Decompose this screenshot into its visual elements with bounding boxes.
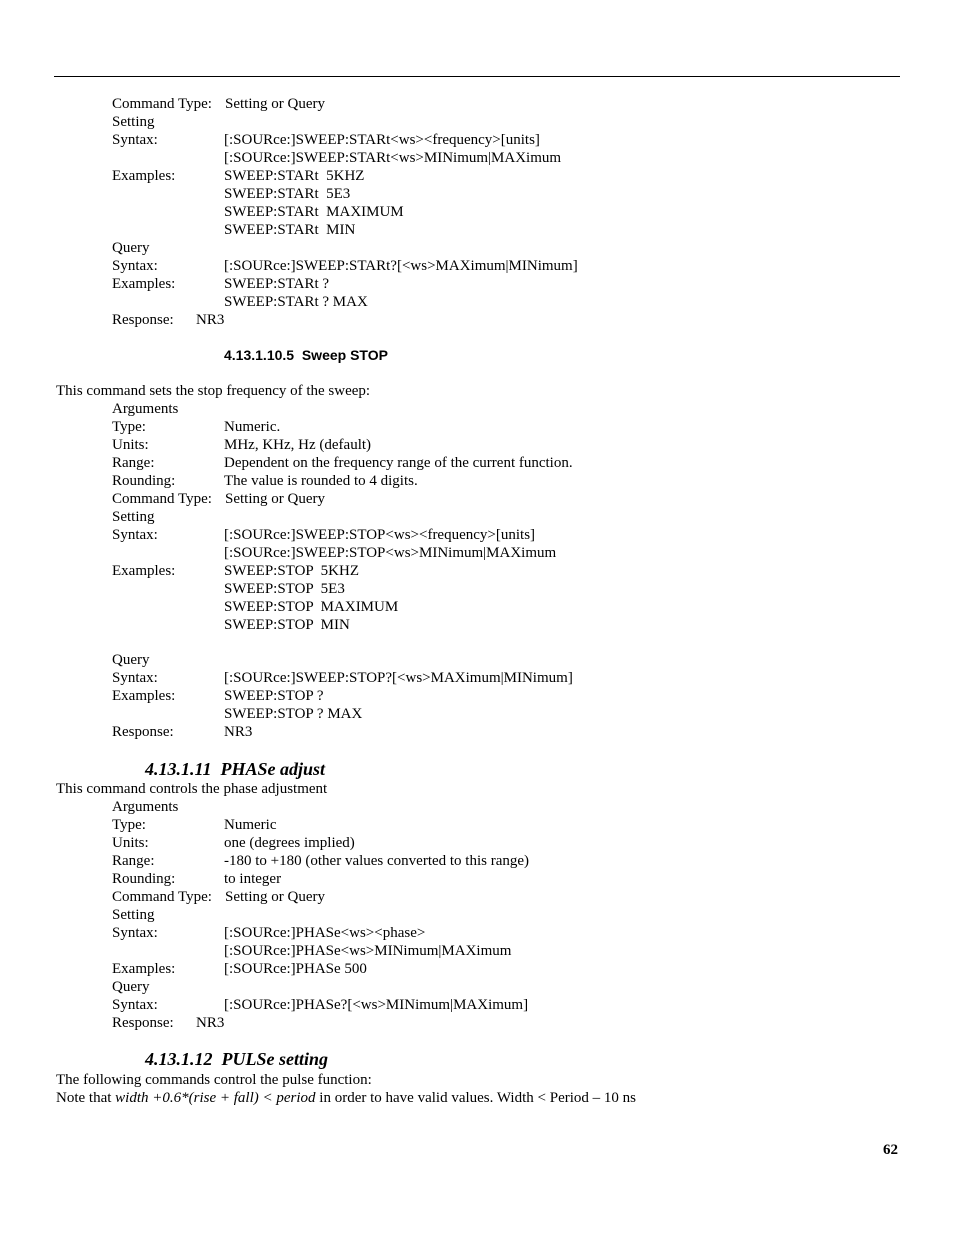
query-example-line: SWEEP:STARt ? MAX [224, 294, 368, 310]
range-value: Dependent on the frequency range of the current function. [224, 455, 573, 471]
response-value: NR3 [196, 312, 225, 328]
example-line: SWEEP:STARt MIN [224, 222, 356, 238]
example-line: SWEEP:STARt 5E3 [224, 186, 351, 202]
syntax-line: [:SOURce:]SWEEP:STOP<ws><frequency>[units] [224, 527, 536, 543]
example-line: SWEEP:STOP MIN [224, 617, 350, 633]
syntax-label: Syntax: [112, 258, 158, 274]
query-syntax-line: [:SOURce:]SWEEP:STARt?[<ws>MAXimum|MINimum] [224, 258, 578, 274]
syntax-line: [:SOURce:]SWEEP:STOP<ws>MINimum|MAXimum [224, 545, 557, 561]
header-rule [54, 76, 900, 77]
command-type-value: Setting or Query [225, 491, 325, 507]
rounding-value: The value is rounded to 4 digits. [224, 473, 418, 489]
type-label: Type: [112, 419, 146, 435]
rounding-label: Rounding: [112, 473, 176, 489]
command-type-label: Command Type: [112, 491, 212, 507]
command-type-value: Setting or Query [225, 96, 325, 112]
syntax-label: Syntax: [112, 925, 158, 941]
example-line: SWEEP:STOP 5KHZ [224, 563, 360, 579]
type-label: Type: [112, 817, 146, 833]
example-line: SWEEP:STOP MAXIMUM [224, 599, 399, 615]
section-intro: This command sets the stop frequency of the sweep: [56, 383, 371, 399]
section-intro: This command controls the phase adjustment [56, 781, 328, 797]
pulse-note [56, 1089, 636, 1107]
syntax-line: [:SOURce:]SWEEP:STARt<ws>MINimum|MAXimum [224, 150, 562, 166]
rounding-value: to integer [224, 871, 282, 887]
note-formula: width +0.6*(rise + fall) < period [115, 1090, 316, 1106]
syntax-label: Syntax: [112, 997, 158, 1013]
section-intro: The following commands control the pulse function: [56, 1072, 372, 1088]
range-label: Range: [112, 455, 155, 471]
example-line: SWEEP:STARt 5KHZ [224, 168, 365, 184]
response-label: Response: [112, 724, 174, 740]
query-example-line: SWEEP:STARt ? [224, 276, 330, 292]
type-value: Numeric. [224, 419, 281, 435]
query-label: Query [112, 652, 150, 668]
examples-label: Examples: [112, 961, 176, 977]
syntax-line: [:SOURce:]PHASe<ws>MINimum|MAXimum [224, 943, 512, 959]
response-label: Response: [112, 312, 174, 328]
syntax-label: Syntax: [112, 132, 158, 148]
section-heading-sweep-stop: 4.13.1.10.5 Sweep STOP [224, 347, 388, 363]
section-heading-pulse-setting: 4.13.1.12 PULSe setting [145, 1049, 328, 1069]
setting-label: Setting [112, 509, 155, 525]
setting-label: Setting [112, 907, 155, 923]
syntax-label: Syntax: [112, 527, 158, 543]
response-value: NR3 [224, 724, 253, 740]
syntax-line: [:SOURce:]SWEEP:STARt<ws><frequency>[units] [224, 132, 540, 148]
query-syntax-line: [:SOURce:]SWEEP:STOP?[<ws>MAXimum|MINimum] [224, 670, 573, 686]
units-label: Units: [112, 437, 149, 453]
arguments-label: Arguments [112, 401, 179, 417]
query-label: Query [112, 979, 150, 995]
units-value: MHz, KHz, Hz (default) [224, 437, 372, 453]
range-label: Range: [112, 853, 155, 869]
example-line: [:SOURce:]PHASe 500 [224, 961, 367, 977]
examples-label: Examples: [112, 276, 176, 292]
command-type-label: Command Type: [112, 96, 212, 112]
setting-label: Setting [112, 114, 155, 130]
response-label: Response: [112, 1015, 174, 1031]
example-line: SWEEP:STOP 5E3 [224, 581, 345, 597]
query-example-line: SWEEP:STOP ? [224, 688, 324, 704]
units-label: Units: [112, 835, 149, 851]
syntax-line: [:SOURce:]PHASe<ws><phase> [224, 925, 426, 941]
response-value: NR3 [196, 1015, 225, 1031]
syntax-label: Syntax: [112, 670, 158, 686]
query-label: Query [112, 240, 150, 256]
units-value: one (degrees implied) [224, 835, 355, 851]
example-line: SWEEP:STARt MAXIMUM [224, 204, 404, 220]
rounding-label: Rounding: [112, 871, 176, 887]
arguments-label: Arguments [112, 799, 179, 815]
note-suffix: in order to have valid values. Width < Period – 10 ns [315, 1090, 636, 1106]
command-type-value: Setting or Query [225, 889, 325, 905]
command-type-label: Command Type: [112, 889, 212, 905]
section-heading-phase-adjust: 4.13.1.11 PHASe adjust [145, 759, 326, 779]
examples-label: Examples: [112, 168, 176, 184]
query-example-line: SWEEP:STOP ? MAX [224, 706, 363, 722]
type-value: Numeric [224, 817, 277, 833]
page-number: 62 [883, 1142, 898, 1158]
query-syntax-line: [:SOURce:]PHASe?[<ws>MINimum|MAXimum] [224, 997, 529, 1013]
note-prefix: Note that [56, 1090, 116, 1106]
examples-label: Examples: [112, 688, 176, 704]
examples-label: Examples: [112, 563, 176, 579]
range-value: -180 to +180 (other values converted to this range) [224, 853, 530, 869]
